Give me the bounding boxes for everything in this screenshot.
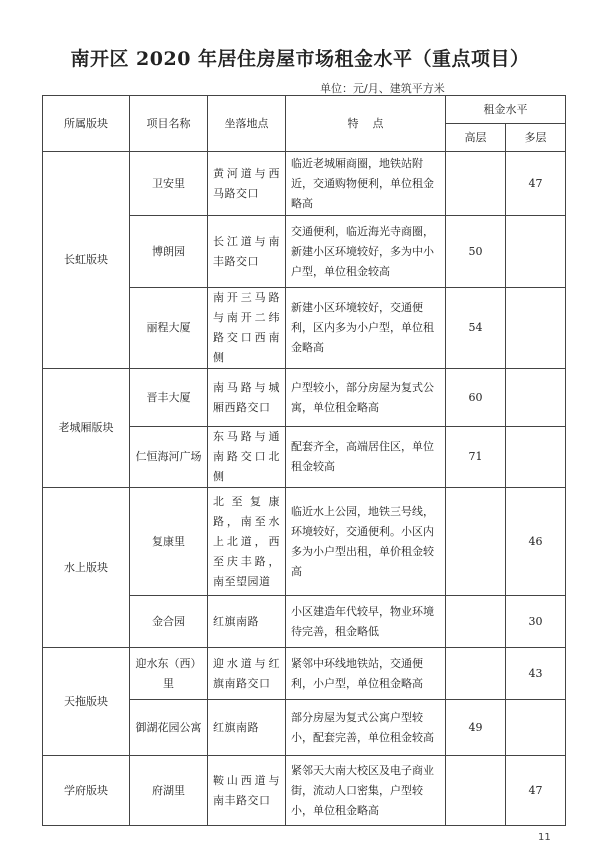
project-location: 迎水道与红旗南路交口	[208, 648, 286, 700]
project-name: 仁恒海河广场	[130, 427, 208, 488]
project-location: 东马路与通南路交口北侧	[208, 427, 286, 488]
table-row	[43, 756, 566, 826]
project-location: 北至复康路，南至水上北道，西至庆丰路，南至望园道	[208, 488, 286, 596]
project-name: 府湖里	[130, 756, 208, 826]
rent-high	[446, 648, 506, 700]
project-name: 复康里	[130, 488, 208, 596]
project-feature: 户型较小，部分房屋为复式公寓，单位租金略高	[286, 369, 446, 427]
project-feature: 配套齐全，高端居住区，单位租金较高	[286, 427, 446, 488]
page-number: 11	[538, 832, 551, 843]
project-name: 御湖花园公寓	[130, 700, 208, 756]
table-row	[43, 152, 566, 216]
project-location: 红旗南路	[208, 700, 286, 756]
project-feature: 紧邻天大南大校区及电子商业街，流动人口密集，户型较小，单位租金略高	[286, 756, 446, 826]
block-name: 学府版块	[43, 756, 130, 826]
block-name: 天拖版块	[43, 648, 130, 756]
rent-multi	[506, 216, 566, 288]
table-row	[43, 488, 566, 596]
project-name: 博朗园	[130, 216, 208, 288]
rent-multi: 43	[506, 648, 566, 700]
rent-high: 54	[446, 288, 506, 369]
project-location: 黄河道与西马路交口	[208, 152, 286, 216]
rent-high: 71	[446, 427, 506, 488]
rent-table	[42, 95, 566, 826]
rent-multi	[506, 700, 566, 756]
project-name: 晋丰大厦	[130, 369, 208, 427]
project-location: 南开三马路与南开二纬路交口西南侧	[208, 288, 286, 369]
header-feature: 特 点	[286, 96, 446, 152]
project-name: 迎水东（西）里	[130, 648, 208, 700]
rent-high: 49	[446, 700, 506, 756]
project-name: 丽程大厦	[130, 288, 208, 369]
table-row	[43, 369, 566, 427]
project-location: 长江道与南丰路交口	[208, 216, 286, 288]
rent-multi: 30	[506, 596, 566, 648]
project-name: 金合园	[130, 596, 208, 648]
project-location: 鞍山西道与南丰路交口	[208, 756, 286, 826]
project-feature: 部分房屋为复式公寓户型较小，配套完善，单位租金较高	[286, 700, 446, 756]
header-rent: 租金水平	[446, 96, 566, 124]
block-name: 长虹版块	[43, 152, 130, 369]
rent-high	[446, 152, 506, 216]
rent-high	[446, 488, 506, 596]
project-name: 卫安里	[130, 152, 208, 216]
block-name: 老城厢版块	[43, 369, 130, 488]
table-row	[43, 648, 566, 700]
rent-high	[446, 596, 506, 648]
rent-high	[446, 756, 506, 826]
rent-high: 50	[446, 216, 506, 288]
rent-multi: 47	[506, 152, 566, 216]
rent-multi	[506, 427, 566, 488]
rent-multi	[506, 288, 566, 369]
project-feature: 紧邻中环线地铁站，交通便利，小户型，单位租金略高	[286, 648, 446, 700]
project-location: 南马路与城厢西路交口	[208, 369, 286, 427]
rent-multi: 46	[506, 488, 566, 596]
rent-multi	[506, 369, 566, 427]
project-feature: 交通便利，临近海光寺商圈，新建小区环境较好，多为中小户型，单位租金较高	[286, 216, 446, 288]
project-location: 红旗南路	[208, 596, 286, 648]
page-title: 南开区 2020 年居住房屋市场租金水平（重点项目）	[70, 48, 530, 70]
unit-note: 单位：元/月、建筑平方米	[320, 82, 445, 95]
header-high: 高层	[446, 124, 506, 152]
project-feature: 临近老城厢商圈，地铁站附近，交通购物便利，单位租金略高	[286, 152, 446, 216]
header-name: 项目名称	[130, 96, 208, 152]
block-name: 水上版块	[43, 488, 130, 648]
rent-high: 60	[446, 369, 506, 427]
project-feature: 小区建造年代较早，物业环境待完善，租金略低	[286, 596, 446, 648]
header-location: 坐落地点	[208, 96, 286, 152]
header-multi: 多层	[506, 124, 566, 152]
header-block: 所属版块	[43, 96, 130, 152]
project-feature: 新建小区环境较好，交通便利，区内多为小户型，单位租金略高	[286, 288, 446, 369]
project-feature: 临近水上公园，地铁三号线，环境较好，交通便利。小区内多为小户型出租，单价租金较高	[286, 488, 446, 596]
rent-multi: 47	[506, 756, 566, 826]
